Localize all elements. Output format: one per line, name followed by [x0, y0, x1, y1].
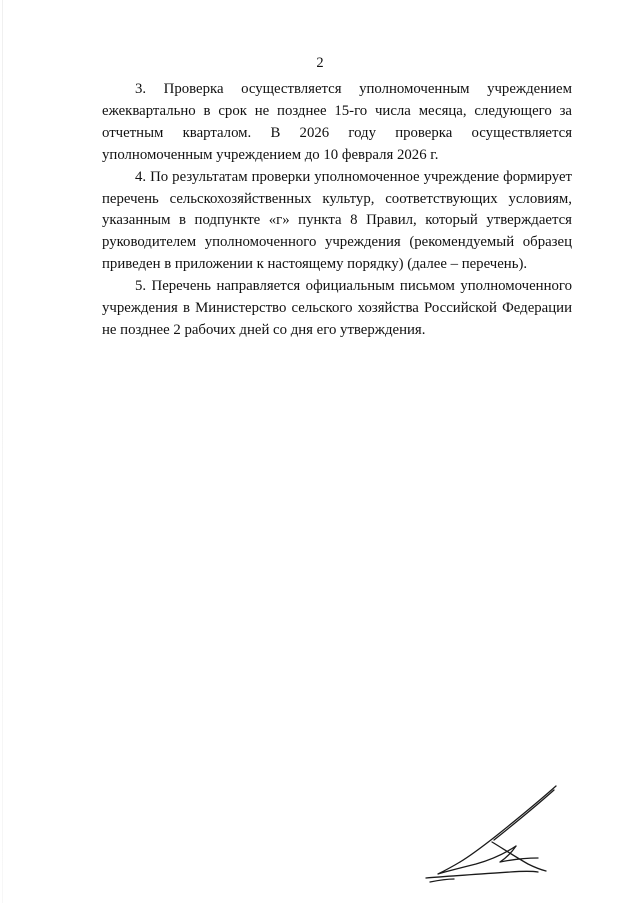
- paragraph-5: 5. Перечень направляется официальным письмом уполномоченного учреждения в Министерство сельского хозяйства Российской Федерации не позднее 2 рабочих дней со дня его утверждения.: [102, 278, 572, 338]
- signature-icon: [420, 780, 580, 890]
- page-number: 2: [316, 55, 324, 71]
- paragraph-3: 3. Проверка осуществляется уполномоченным учреждением ежеквартально в срок не позднее 15-го числа месяца, следующего за отчетным кварталом. В 2026 году проверка осуществляется уполномоченным учреждением до 10 февраля 2026 г.: [102, 81, 572, 163]
- scan-edge: [2, 0, 3, 903]
- paragraph-4: 4. По результатам проверки уполномоченное учреждение формирует перечень сельскохозяйственных культур, соответствующих условиям, указанным в подпункте «г» пункта 8 Правил, который утверждается руководителем уполномоченного учреждения (рекомендуемый образец приведен в приложении к настоящему порядку) (далее – перечень).: [102, 168, 572, 273]
- document-body: [102, 79, 572, 342]
